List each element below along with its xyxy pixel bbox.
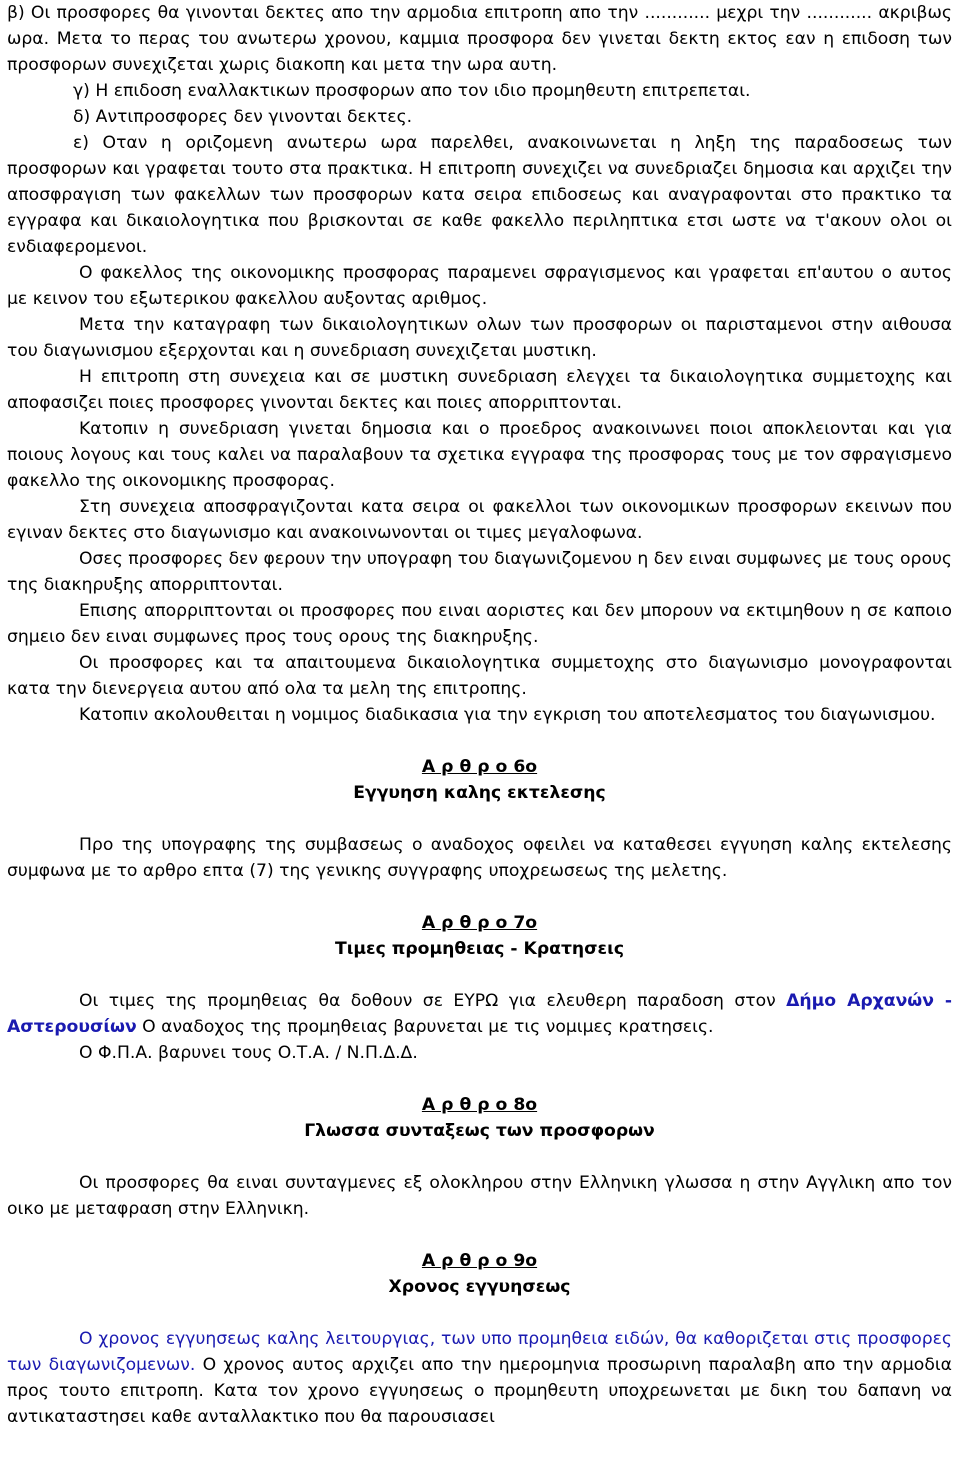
article-6-heading: Α ρ θ ρ ο 6ο	[421, 757, 538, 777]
article-7-body-before: Οι τιμες της προμηθειας θα δοθουν σε ΕΥΡΩ για ελευθερη παραδοση στον	[79, 991, 787, 1011]
paragraph-financial-envelope: Ο φακελλος της οικονομικης προσφορας παραμενει σφραγισμενος και γραφεται επ'αυτου ο αυτος με κεινον του εξωτερικου φακελλου αυξοντας αριθμος.	[7, 263, 952, 309]
paragraph-vague-rejected: Επισης απορριπτονται οι προσφορες που ειναι αοριστες και δεν μπορουν να εκτιμηθουν η σε καποιο σημειο δεν ειναι συμφωνες προς τους ορους της διακηρυξης.	[7, 601, 952, 647]
article-7-body	[7, 988, 952, 1040]
article-6-section	[7, 754, 952, 884]
paragraph-item-d: δ) Αντιπροσφορες δεν γινονται δεκτες.	[73, 107, 413, 127]
article-8-heading: Α ρ θ ρ ο 8ο	[421, 1095, 538, 1115]
article-6-body: Προ της υπογραφης της συμβασεως ο αναδοχος οφειλει να καταθεσει εγγυηση καλης εκτελεσης συμφωνα με το αρθρο επτα (7) της γενικης συγγραφης υποχρεωσεως της μελετης.	[7, 835, 952, 881]
article-9-body-rest: Ο χρονος αυτος αρχιζει απο την ημερομηνια προσωρινη παραλαβη απο την αρμοδια προς τουτο επιτροπη. Κατα τον χρονο εγγυησεως ο προμηθευτη υποχρεωνεται με δικη του δαπανη να αντικαταστησει καθε ανταλλακτικο που θα παρουσιασει	[7, 1355, 952, 1427]
article-7-body-after: Ο αναδοχος της προμηθειας βαρυνεται με τις νομιμες κρατησεις.	[136, 1017, 714, 1037]
paragraph-initialing: Οι προσφορες και τα απαιτουμενα δικαιολογητικα συμμετοχης στο διαγωνισμο μονογραφονται κατα την διενεργεια αυτου από ολα τα μελη της επιτροπης.	[7, 653, 952, 699]
article-9-heading: Α ρ θ ρ ο 9ο	[421, 1251, 538, 1271]
paragraph-item-e: ε) Οταν η οριζομενη ανωτερω ωρα παρελθει, ανακοινωνεται η ληξη της παραδοσεως των προσφορων και γραφεται τουτο στα πρακτικα. Η επιτροπη συνεχιζει να συνεδριαζει δημοσια και αρχιζει την αποσφραγιση των φακελλων των προσφορων κατα σειρα επιδοσεως και αναγραφονται στο πρακτικο τα εγγραφα και δικαιολογητικα που βρισκονται σε καθε φακελλο περιληπτικα ετσι ωστε να τ'ακουν ολοι οι ενδιαφερομενοι.	[7, 133, 952, 257]
article-6-title: Εγγυηση καλης εκτελεσης	[353, 783, 606, 803]
article-7-vat: Ο Φ.Π.Α. βαρυνει τους Ο.Τ.Α. / Ν.Π.Δ.Δ.	[79, 1043, 418, 1063]
article-9-section	[7, 1248, 952, 1430]
article-9-body	[7, 1326, 952, 1430]
article-9-title: Χρονος εγγυησεως	[388, 1277, 571, 1297]
paragraph-unsigned-rejected: Οσες προσφορες δεν φερουν την υπογραφη του διαγωνιζομενου η δεν ειναι συμφωνες με τους ορους της διακηρυξης απορριπτονται.	[7, 549, 952, 595]
article-8-section	[7, 1092, 952, 1222]
paragraph-approval-procedure: Κατοπιν ακολουθειται η νομιμος διαδικασια για την εγκριση του αποτελεσματος του διαγωνισμου.	[79, 705, 936, 725]
paragraph-public-session: Κατοπιν η συνεδριαση γινεται δημοσια και ο προεδρος ανακοινωνει ποιοι αποκλειονται και για ποιους λογους και τους καλει να παραλαβουν τα σχετικα εγγραφα της προσφορας τους με τον σφραγισμενο φακελλο της οικονομικης προσφορας.	[7, 419, 952, 491]
paragraph-after-registration: Μετα την καταγραφη των δικαιολογητικων ολων των προσφορων οι παρισταμενοι στην αιθουσα του διαγωνισμου εξερχονται και η συνεδριαση συνεχιζεται μυστικη.	[7, 315, 952, 361]
article-7-heading: Α ρ θ ρ ο 7ο	[421, 913, 538, 933]
article-8-body: Οι προσφορες θα ειναι συνταγμενες εξ ολοκληρου στην Ελληνικη γλωσσα η στην Αγγλικη απο τον οικο με μεταφραση στην Ελληνικη.	[7, 1173, 952, 1219]
paragraph-item-c: γ) Η επιδοση εναλλακτικων προσφορων απο τον ιδιο προμηθευτη επιτρεπεται.	[73, 81, 751, 101]
article-7-title: Τιμες προμηθειας - Κρατησεις	[334, 939, 625, 959]
article-7-section	[7, 910, 952, 1066]
paragraph-committee-review: Η επιτροπη στη συνεχεια και σε μυστικη συνεδριαση ελεγχει τα δικαιολογητικα συμμετοχης και αποφασιζει ποιες προσφορες γινονται δεκτες και ποιες απορριπτονται.	[7, 367, 952, 413]
paragraph-item-b: β) Οι προσφορες θα γινονται δεκτες απο την αρμοδια επιτροπη απο την ............ μεχρι την ............ ακριβως ωρα. Μετα το περας του ανωτερω χρονου, καμμια προσφορα δεν γινεται δεκτη εκτος εαν η επιδοση των προσφορων συνεχιζεται χωρις διακοπη και μετα την ωρα αυτη.	[7, 3, 952, 75]
article-8-title: Γλωσσα συνταξεως των προσφορων	[304, 1121, 655, 1141]
paragraph-unsealing: Στη συνεχεια αποσφραγιζονται κατα σειρα οι φακελλοι των οικονομικων προσφορων εκεινων που εγιναν δεκτες στο διαγωνισμο και ανακοινωνονται οι τιμες μεγαλοφωνα.	[7, 497, 952, 543]
article-9-body-highlight: Ο χρονος εγγυησεως καλης λειτουργιας, των υπο προμηθεια ειδών, θα καθοριζεται στις προσφορες των διαγωνιζομενων.	[7, 1329, 952, 1375]
municipality-name: Δήμο Αρχανών - Αστερουσίων	[7, 991, 952, 1037]
